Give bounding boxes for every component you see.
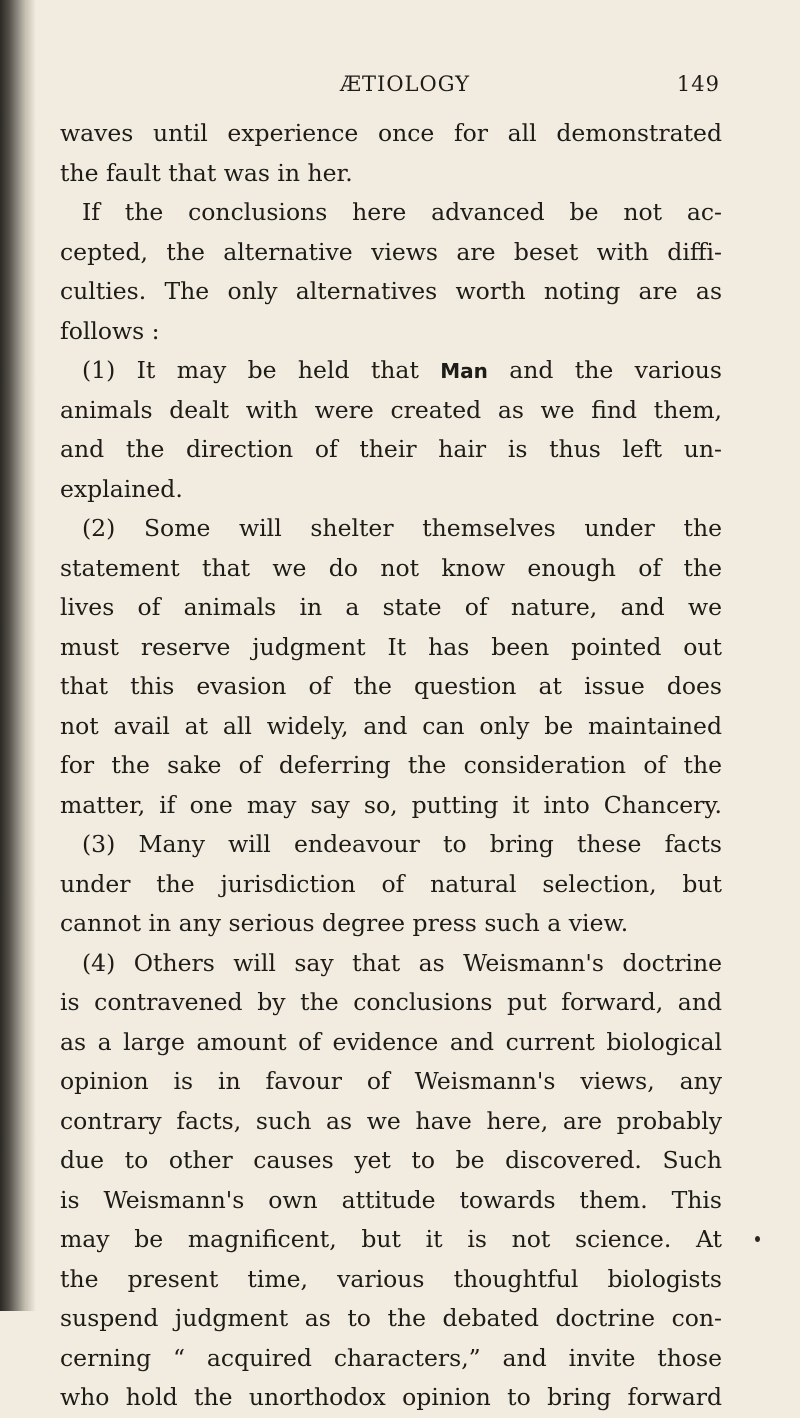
text-line: is Weismann's own attitude towards them. This [60,1185,722,1214]
text-segment: and the various [509,356,722,384]
text-line: under the jurisdiction of natural selection, but [60,869,722,898]
text-segment: (1) It may be held that [82,356,419,384]
text-line: must reserve judgment It has been pointed out [60,632,722,661]
text-line: and the direction of their hair is thus left un- [60,435,722,463]
text-line: opinion is in favour of Weismann's views, any [60,1067,722,1095]
text-line: matter, if one may say so, putting it into Chancery. [60,790,722,819]
text-line: as a large amount of evidence and current biological [60,1027,722,1056]
text-line: suspend judgment as to the debated doctrine con- [60,1304,722,1332]
list-item-4-first-line: (4) Others will say that as Weismann's doctrine [82,948,722,977]
text-line: the present time, various thoughtful biologists [60,1264,722,1293]
list-item-3-first-line: (3) Many will endeavour to bring these facts [82,830,722,858]
text-line: statement that we do not know enough of the [60,553,722,582]
text-line: is contravened by the conclusions put forward, and [60,988,722,1016]
paragraph-first-line: If the conclusions here advanced be not ac- [82,198,722,226]
body-text [60,114,722,1418]
text-line: cannot in any serious degree press such a view. [60,909,629,937]
page-number: 149 [676,72,720,96]
page-header [60,72,720,106]
text-line: cepted, the alternative views are beset with diffi- [60,237,722,266]
list-item-2-first-line: (2) Some will shelter themselves under the [82,514,722,542]
text-line: who hold the unorthodox opinion to bring forward [60,1383,722,1411]
text-line: lives of animals in a state of nature, and we [60,593,722,621]
text-line: may be magnificent, but it is not science. At [60,1225,722,1253]
text-line: animals dealt with were created as we find them, [60,395,722,424]
text-line: explained. [60,474,183,503]
ink-speck [755,1236,760,1242]
text-line: for the sake of deferring the consideration of the [60,751,722,779]
book-binding-edge [0,0,26,1311]
list-item-1-first-line [60,351,722,391]
text-line: culties. The only alternatives worth noting are as [60,277,722,305]
emphasized-word: Man [440,359,488,383]
text-line: not avail at all widely, and can only be maintained [60,711,722,740]
text-line: due to other causes yet to be discovered. Such [60,1146,722,1174]
text-line: that this evasion of the question at issue does [60,672,722,700]
text-line: waves until experience once for all demonstrated [60,119,722,147]
text-line: cerning “ acquired characters,” and invite those [60,1343,722,1372]
text-line: contrary facts, such as we have here, are probably [60,1106,722,1135]
text-line: the fault that was in her. [60,158,353,187]
running-title: ÆTIOLOGY [340,72,470,96]
text-line: follows : [60,316,160,345]
